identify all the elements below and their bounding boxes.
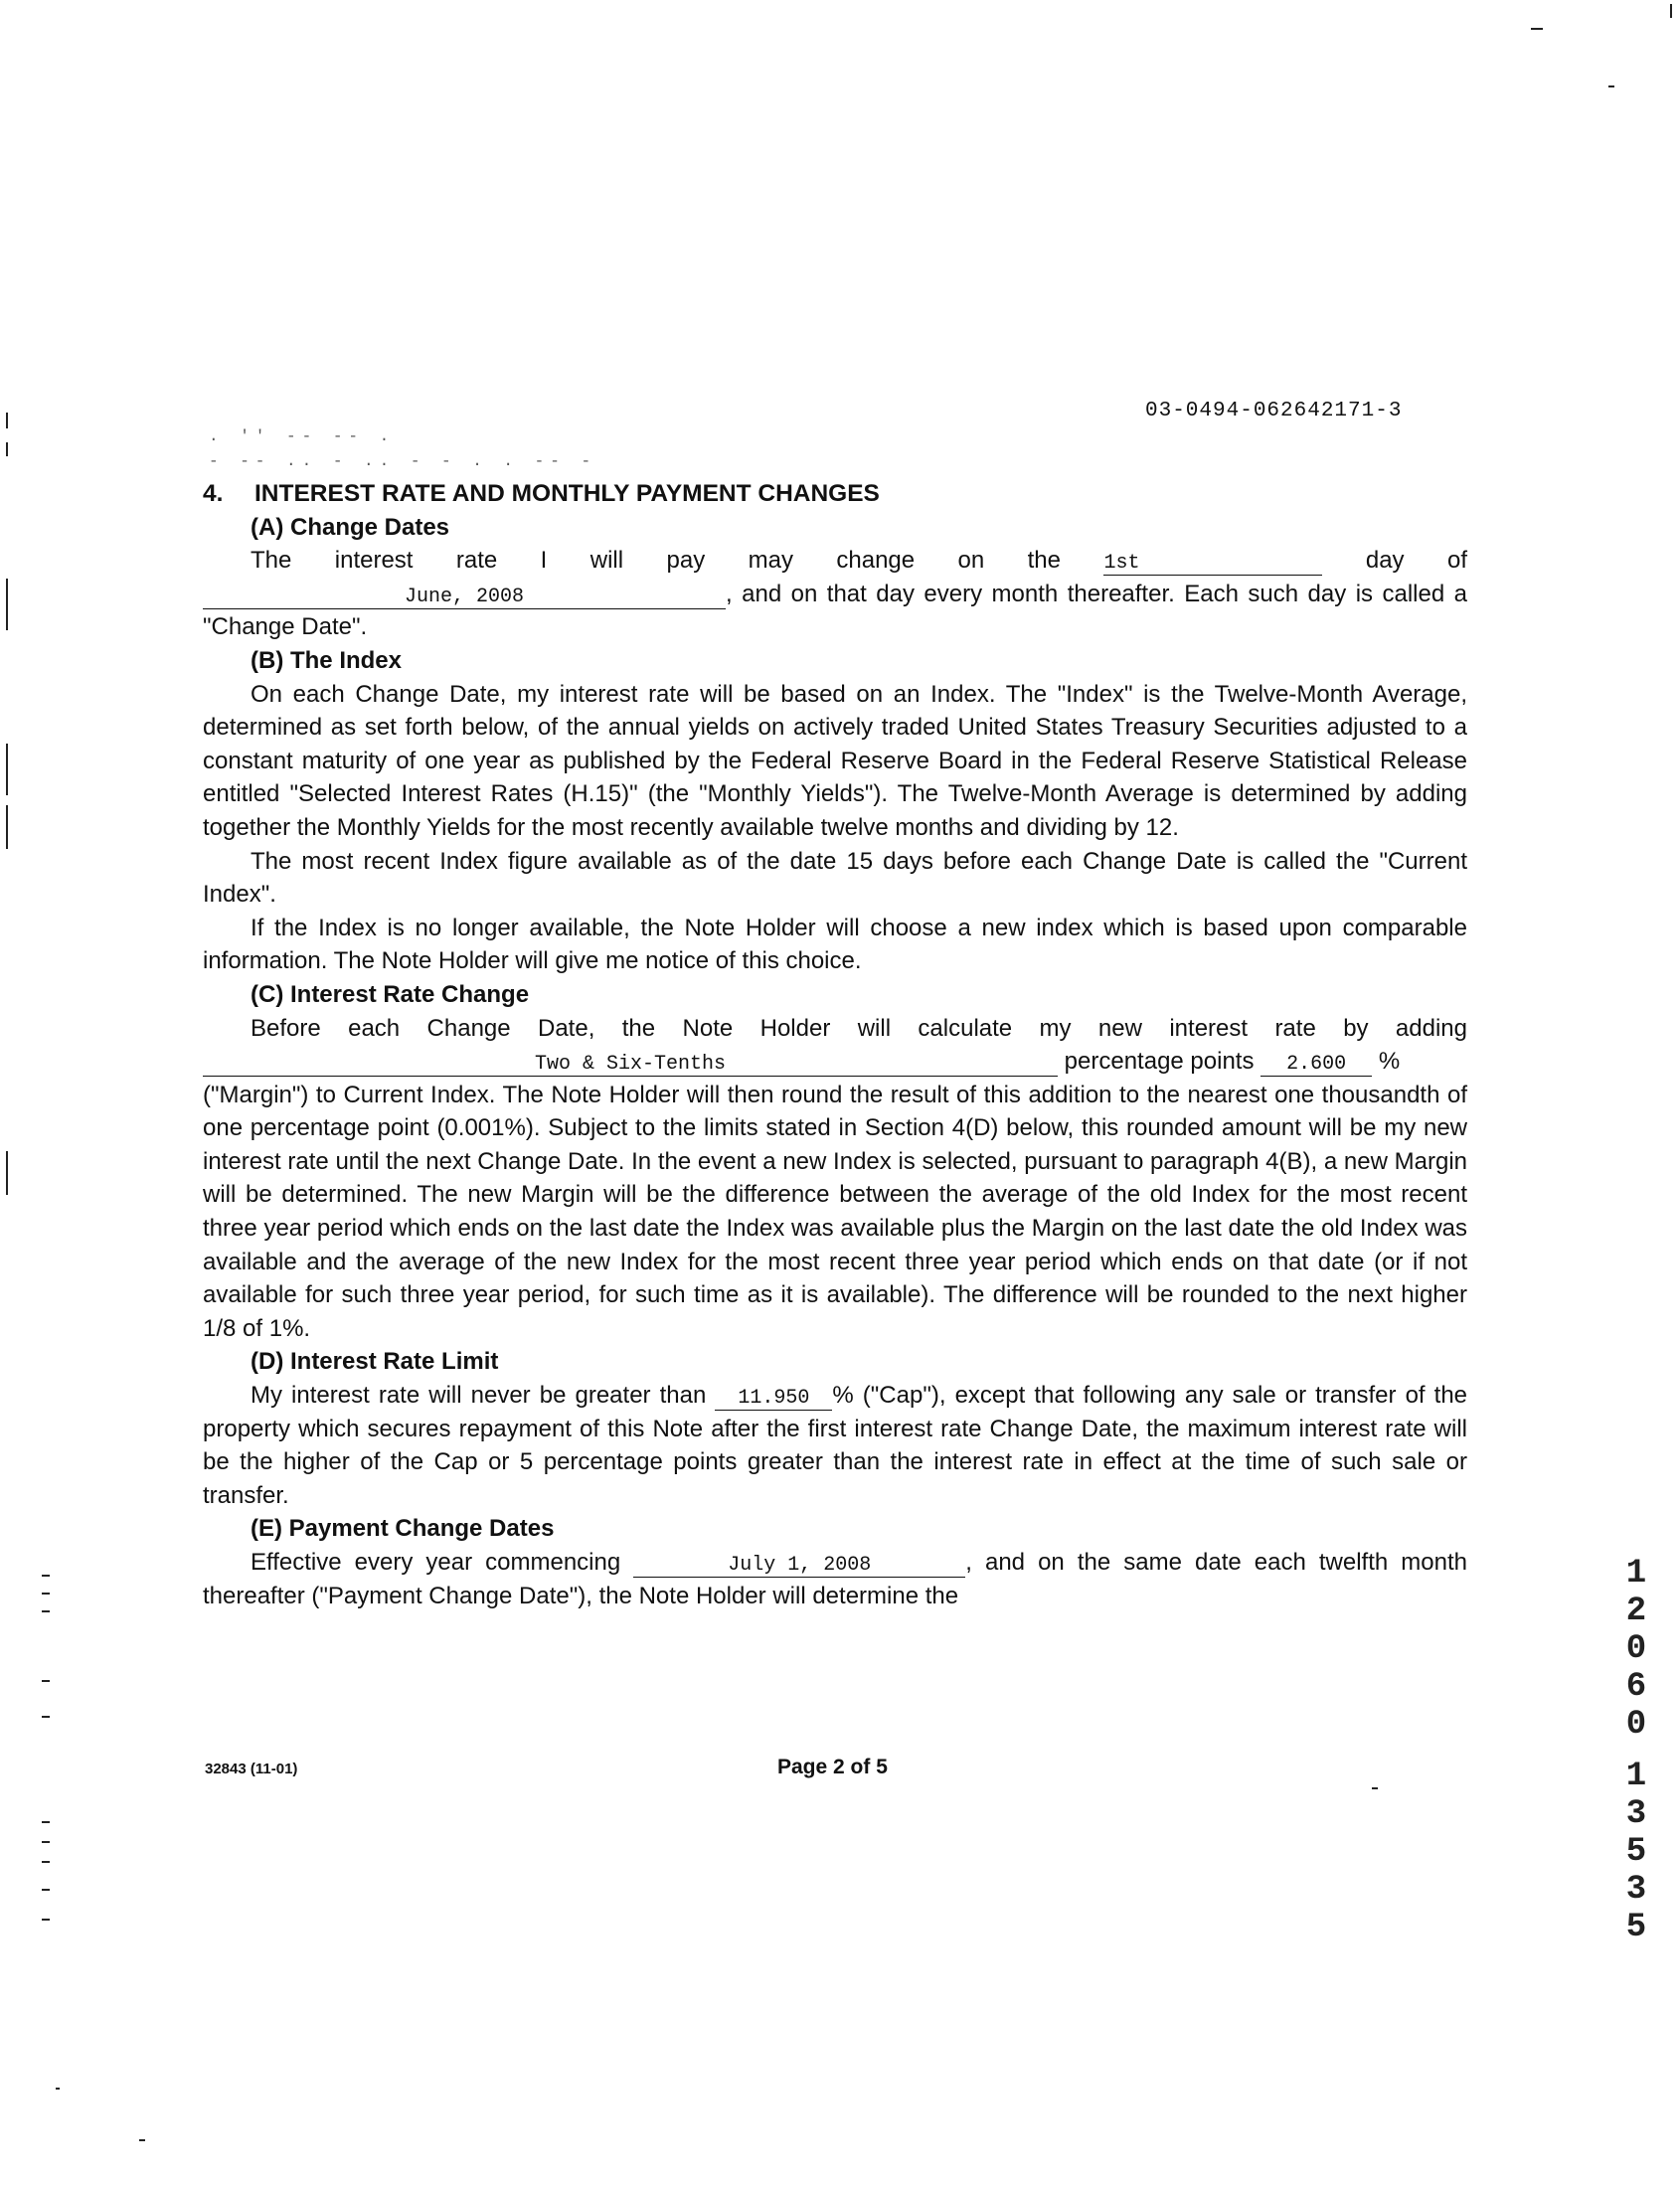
scan-mark	[42, 1610, 50, 1612]
margin-stamp-bottom: 1 3 5 3 5	[1625, 1758, 1647, 1946]
margin-stamp-top: 1 2 0 6 0	[1625, 1555, 1647, 1744]
document-body	[203, 477, 1467, 1612]
scan-mark	[42, 1841, 50, 1843]
cap-value-field: 11.950	[715, 1388, 832, 1411]
payment-dates-paragraph	[203, 1546, 1467, 1612]
index-paragraph-2: The most recent Index figure available as of the date 15 days before each Change Date is called the "Current Index".	[203, 847, 1467, 909]
rate-limit-text-1: My interest rate will never be greater than	[251, 1382, 707, 1410]
rate-change-text-1: Before each Change Date, the Note Holder will calculate my new interest rate by adding	[251, 1014, 1467, 1042]
payment-dates-text-2: , and on the same date each twelfth month thereafter ("Payment Change Date"), the Note Holder will determine the	[203, 1549, 1467, 1609]
section-heading	[203, 477, 1467, 511]
change-dates-paragraph	[203, 544, 1467, 578]
rate-change-margin-line	[203, 1045, 1467, 1079]
scan-mark	[139, 2139, 145, 2141]
rate-limit-paragraph	[203, 1379, 1467, 1512]
scan-mark	[42, 1680, 50, 1682]
scan-mark	[42, 1716, 50, 1718]
scan-mark	[1670, 4, 1672, 18]
scan-mark	[42, 1821, 50, 1823]
change-month-field: June, 2008	[203, 587, 726, 609]
rate-change-text-3: ("Margin") to Current Index. The Note Holder will then round the result of this addition to the nearest one thousandth of one percentage point (0.001%). Subject to the limits stated in Section 4(D) below, this rounded amount will be my new interest rate until the next Change Date. In the event a new Index is selected, pursuant to paragraph 4(B), a new Margin will be determined. The new Margin will be the difference between the average of the old Index for the most recent three year period which ends on the last date the Index was available plus the Margin on the last date the old Index was available and the average of the new Index for the most recent three year period which ends on that date (or if not available for such three year period, for such time as it is available). The difference will be rounded to the next higher 1/8 of 1%.	[203, 1081, 1467, 1342]
section-number: 4.	[203, 480, 224, 507]
rate-limit-text-2: % ("Cap"), except that following any sale or transfer of the property which secures repayment of this Note after the first interest rate Change Date, the maximum interest rate will be the higher of the Cap or 5 percentage points greater than the interest rate in effect at the time of such sale or transfer.	[203, 1382, 1468, 1509]
scan-mark	[6, 442, 8, 456]
scan-mark	[1531, 28, 1543, 30]
change-dates-text-3: , and on that day every month thereafter. Each such day is called a "Change Date".	[203, 580, 1467, 641]
change-dates-text-2: day of	[1365, 547, 1467, 575]
index-paragraph-3: If the Index is no longer available, the Note Holder will choose a new index which is based upon comparable information. The Note Holder will give me notice of this choice.	[203, 914, 1467, 975]
scan-mark	[6, 744, 8, 795]
scan-mark	[42, 1889, 50, 1891]
payment-date-field: July 1, 2008	[633, 1555, 965, 1578]
scan-mark	[42, 1575, 50, 1577]
scan-mark	[42, 1919, 50, 1921]
margin-words-field: Two & Six-Tenths	[203, 1054, 1058, 1077]
scan-mark	[6, 413, 8, 428]
section-title: INTEREST RATE AND MONTHLY PAYMENT CHANGES	[254, 480, 880, 507]
change-dates-text-1: The interest rate I will pay may change on the	[251, 547, 1062, 575]
rate-limit-heading: (D) Interest Rate Limit	[251, 1348, 499, 1376]
index-paragraph-1: On each Change Date, my interest rate will be based on an Index. The "Index" is the Twelve-Month Average, determined as set forth below, of the annual yields on actively traded United States Treasury Securities adjusted to a constant maturity of one year as published by the Federal Reserve Board in the Federal Reserve Statistical Release entitled "Selected Interest Rates (H.15)" (the "Monthly Yields"). The Twelve-Month Average is determined by adding together the Monthly Yields for the most recently available twelve months and dividing by 12.	[203, 680, 1467, 841]
scan-mark	[1372, 1787, 1378, 1789]
margin-value-field: 2.600	[1260, 1054, 1372, 1077]
scan-noise: - -- .. - .. - - . . -- -	[209, 452, 597, 470]
change-day-field: 1st	[1103, 553, 1322, 576]
index-heading: (B) The Index	[251, 646, 403, 674]
change-dates-heading: (A) Change Dates	[251, 513, 450, 541]
form-number: 32843 (11-01)	[205, 1761, 298, 1777]
scan-mark	[42, 1861, 50, 1863]
change-dates-paragraph-cont	[203, 578, 1467, 644]
rate-change-text-2: percentage points	[1064, 1048, 1255, 1076]
scan-noise: . '' -- -- .	[209, 427, 396, 445]
payment-dates-heading: (E) Payment Change Dates	[251, 1515, 555, 1543]
rate-change-heading: (C) Interest Rate Change	[251, 980, 530, 1008]
scan-mark	[1608, 85, 1614, 87]
scan-mark	[6, 579, 8, 630]
percent-sign: %	[1378, 1048, 1401, 1076]
page-number: Page 2 of 5	[777, 1756, 888, 1778]
scan-mark	[6, 1151, 8, 1195]
scan-mark	[42, 1593, 50, 1595]
loan-number: 03-0494-062642171-3	[1145, 400, 1403, 422]
scan-mark	[6, 805, 8, 849]
payment-dates-text-1: Effective every year commencing	[251, 1549, 621, 1576]
scan-mark	[56, 2088, 60, 2090]
